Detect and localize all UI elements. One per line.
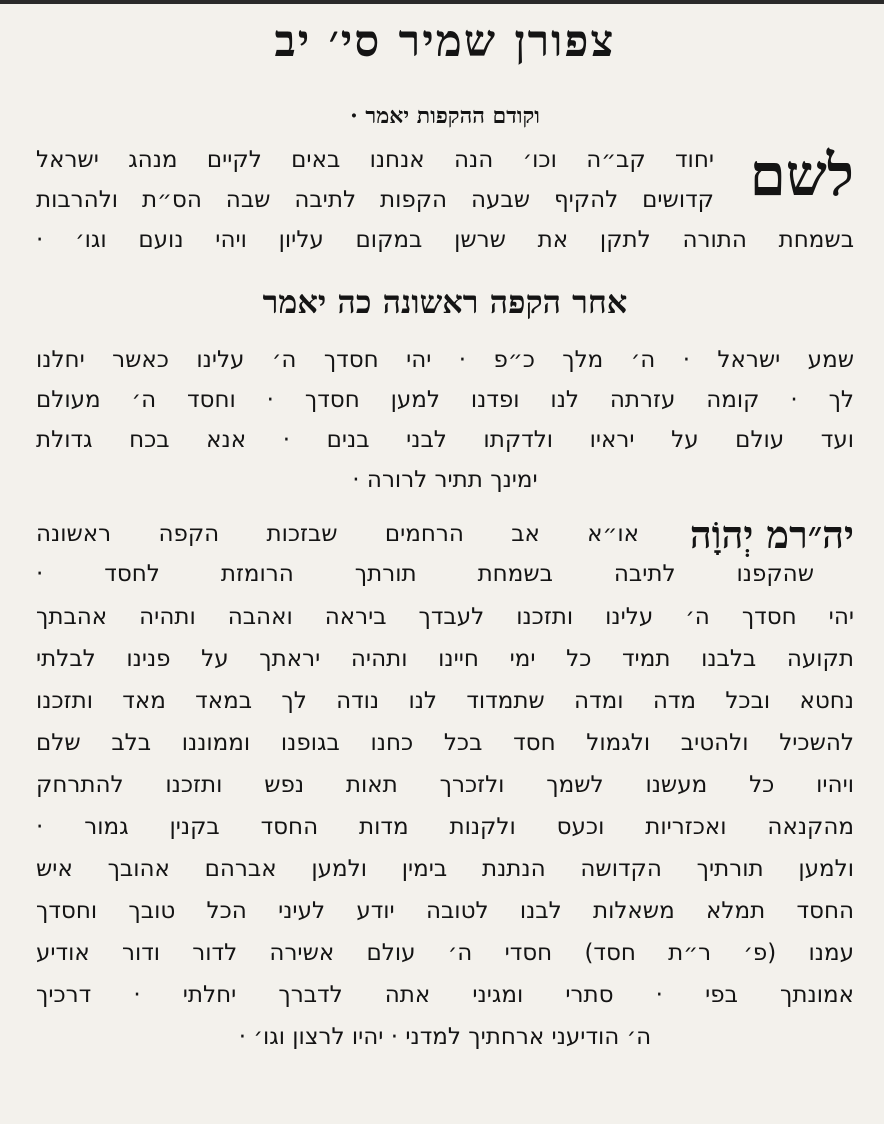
text-line: ה׳ הודיעני ארחתיך למדני · יהיו לרצון וגו׳ · xyxy=(238,1024,652,1050)
text-line: שמע ישראל · ה׳ מלך כ״פ · יהי חסדך ה׳ עלינו כאשר יחלנו xyxy=(36,347,854,373)
yhr-paragraph xyxy=(36,514,854,594)
verses-paragraph xyxy=(36,340,854,500)
text-line: ימינך תתיר לרורה · xyxy=(352,467,538,493)
section-heading: אחר הקפה ראשונה כה יאמר xyxy=(262,283,628,321)
text-line: קדושים להקיף שבעה הקפות לתיבה שבה הס״ת ולהרבות xyxy=(36,187,714,213)
text-line: ועד עולם על יראיו ולדקתו לבני בנים · אנא בכח גדולת xyxy=(36,427,854,453)
text-line: יהי חסדך ה׳ עלינו ותזכנו לעבדך ביראה ואהבה ותהיה אהבתך xyxy=(36,604,854,630)
text-line: שהקפנו לתיבה בשמחת תורתך הרומזת לחסד · xyxy=(36,561,814,587)
prayer-paragraph xyxy=(36,596,854,1058)
text-line: עמנו (פ׳ ר״ת חסד) חסדי ה׳ עולם אשירה לדור ודור אודיע xyxy=(36,940,854,966)
top-border xyxy=(0,0,884,4)
instruction-line: וקודם ההקפות יאמר · xyxy=(350,103,540,129)
text-line: מהקנאה ואכזריות וכעס ולקנות מדות החסד בקנין גמור · xyxy=(36,814,854,840)
text-line: יחוד קב״ה וכו׳ הנה אנחנו באים לקיים מנהג ישראל xyxy=(36,147,714,173)
text-line: ולמען תורתיך הקדושה הנתנת בימין ולמען אברהם אהובך איש xyxy=(36,856,854,882)
text-line: תקועה בלבנו תמיד כל ימי חיינו ותהיה יראתך על פנינו לבלתי xyxy=(36,646,854,672)
leshem-word: לשם xyxy=(749,141,854,209)
text-line: נחטא ובכל מדה ומדה שתמדוד לנו נודה לך במאד מאד ותזכנו xyxy=(36,688,854,714)
text-line: ויהיו כל מעשנו לשמך ולזכרך תאות נפש ותזכנו להתרחק xyxy=(36,772,854,798)
page-title: צפורן שמיר סי׳ יב xyxy=(274,16,616,67)
text-line: או״א אב הרחמים שבזכות הקפה ראשונה xyxy=(36,521,639,547)
text-line: החסד תמלא משאלות לבנו לטובה יודע לעיני הכל טובך וחסדך xyxy=(36,898,854,924)
text-line: בשמחת התורה לתקן את שרשן במקום עליון ויהי נועם וגו׳ · xyxy=(36,227,854,253)
leshem-paragraph xyxy=(36,140,854,260)
yhr-word: יה״רמ יְהוָֹה xyxy=(689,512,854,557)
text-line: להשכיל ולהטיב ולגמול חסד בכל כחנו בגופנו וממוננו בלב שלם xyxy=(36,730,854,756)
text-line: לך · קומה עזרתה לנו ופדנו למען חסדך · וחסד ה׳ מעולם xyxy=(36,387,854,413)
text-line: אמונתך בפי · סתרי ומגיני אתה לדברך יחלתי · דרכיך xyxy=(36,982,854,1008)
